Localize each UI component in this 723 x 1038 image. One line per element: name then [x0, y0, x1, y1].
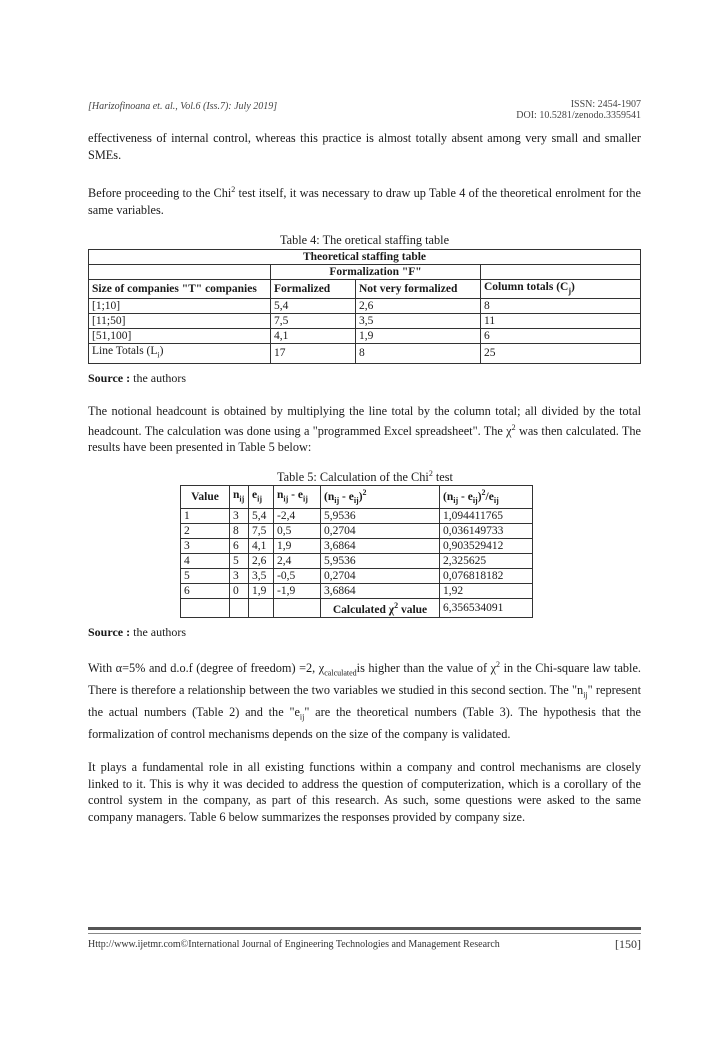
table-5 — [180, 485, 533, 618]
table-row: 3 6 4,1 1,9 3,6864 0,903529412 — [181, 539, 533, 554]
table-5-header: $n_{ij}$ — [230, 486, 249, 509]
table-5-header: $n_{ij} - e_{ij}$ — [274, 486, 321, 509]
table-5-caption: Table 5: Calculation of the Chi$^2$ test — [277, 469, 453, 485]
table-row: [51,100] 4,1 1,9 6 — [89, 329, 641, 344]
table-4-source: Source : the authors — [88, 371, 187, 385]
table-5-header: $(n_{ij} - e_{ij})^2/e_{ij}$ — [440, 486, 533, 509]
footer-rule — [88, 927, 641, 930]
table-5-header: $(n_{ij} - e_{ij})^2$ — [321, 486, 440, 509]
table-5-source: Source : the authors — [88, 625, 187, 639]
table-row: 1 3 5,4 -2,4 5,9536 1,094411765 — [181, 509, 533, 524]
table-row: 5 3 3,5 -0,5 0,2704 0,076818182 — [181, 569, 533, 584]
table-row: Line Totals $(L_i)$ 17 8 25 — [89, 344, 641, 363]
table-4-title: Theoretical staffing table — [89, 250, 641, 265]
table-4-header: Formalized — [271, 280, 356, 299]
table-row: [11;50] 7,5 3,5 11 — [89, 314, 641, 329]
table-4-header: Column totals $(C_j)$ — [481, 280, 641, 299]
table-row: [1;10] 5,4 2,6 8 — [89, 299, 641, 314]
footer-journal: Http://www.ijetmr.com©International Journal of Engineering Technologies and Management Research — [88, 939, 500, 950]
table-4-group-header: Formalization "F" — [271, 265, 481, 280]
paragraph-3: The notional headcount is obtained by multiplying the line total by the column total; all divided by the total headcount. The calculation was done using a "programmed Excel spreadsheet". The $\chi^2$ was then calculated. The results have been presented in Table 5 below: — [88, 404, 642, 455]
issn-doi-block — [516, 99, 641, 121]
page-number: [150] — [615, 937, 641, 951]
calculated-chi2-value: 6,356534091 — [440, 599, 533, 618]
paragraph-2: Before proceeding to the Chi$^2$ test itself, it was necessary to draw up Table 4 of the theoretical enrolment for the same variables. — [88, 185, 641, 217]
running-header: [Harizofinoana et. al., Vol.6 (Iss.7): July 2019] — [88, 101, 278, 112]
table-4-header: Not very formalized — [356, 280, 481, 299]
table-row: 2 8 7,5 0,5 0,2704 0,036149733 — [181, 524, 533, 539]
table-4 — [88, 249, 641, 364]
table-row: 4 5 2,6 2,4 5,9536 2,325625 — [181, 554, 533, 569]
table-5-header: $e_{ij}$ — [249, 486, 274, 509]
paragraph-1: effectiveness of internal control, whereas this practice is almost totally absent among very small and smaller SMEs. — [88, 131, 641, 162]
table-row: 6 0 1,9 -1,9 3,6864 1,92 — [181, 584, 533, 599]
footer-rule-thin — [88, 933, 641, 934]
issn: ISSN: 2454-1907 — [570, 99, 641, 110]
doi: DOI: 10.5281/zenodo.3359541 — [516, 110, 641, 121]
table-row — [181, 599, 533, 618]
paragraph-5: It plays a fundamental role in all existing functions within a company and control mechanisms are closely linked to it. This is why it was decided to address the question of computerization, which is a corollary of the control system in the company, as part of this research. As such, some questions were asked to the same company managers. Table 6 below summarizes the responses provided by company size. — [88, 760, 641, 824]
calculated-chi2-label: Calculated $\chi^2$ value — [321, 599, 440, 618]
paragraph-4: With α=5% and d.o.f (degree of freedom) =2, $\chi_{calculated}is$ higher than the value of $\chi^2$ in the Chi-square law table. There is therefore a relationship between the two variables we studied in this second section. The "$n_{ij}$" represent the actual numbers (Table 2) and the "$e_{ij}$" are the theoretical numbers (Table 3). The hypothesis that the formalization of control mechanisms depends on the size of the company is validated. — [88, 660, 642, 741]
table-4-caption: Table 4: The oretical staffing table — [279, 233, 450, 247]
table-4-header: Size of companies "T" companies — [89, 280, 271, 299]
table-5-header: Value — [181, 486, 230, 509]
